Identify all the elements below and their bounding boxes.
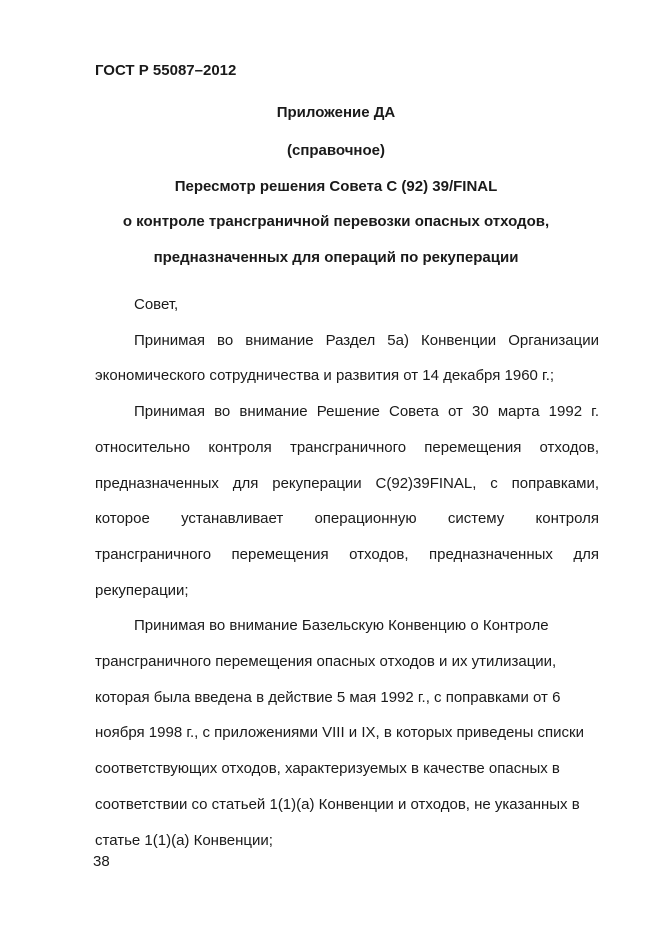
document-code: ГОСТ Р 55087–2012 — [95, 62, 237, 79]
paragraph-oecd-convention: Принимая во внимание Раздел 5а) Конвенции Организации экономического сотрудничества и развития от 14 декабря 1960 г.; — [95, 331, 599, 385]
annex-title: Приложение ДА — [276, 104, 396, 121]
paragraph-council: Совет, — [134, 296, 179, 313]
paragraph-council-decision: Принимая во внимание Решение Совета от 30 марта 1992 г. относительно контроля трансграничного перемещения отходов, предназначенных для рекуперации С(92)39FINAL, с поправками, которое устанавливает операционную систему контроля трансграничного перемещения отходов, предназначенных для рекуперации; — [95, 403, 599, 599]
annex-heading-line-3: предназначенных для операций по рекуперации — [153, 249, 519, 266]
annex-heading-line-2: о контроле трансграничной перевозки опасных отходов, — [122, 213, 550, 230]
page-number: 38 — [93, 853, 110, 870]
annex-subtitle: (справочное) — [287, 142, 385, 159]
paragraph-basel-convention: Принимая во внимание Базельскую Конвенцию о Контроле трансграничного перемещения опасных отходов и их утилизации, которая была введена в действие 5 мая 1992 г., с поправками от 6 ноября 1998 г., с приложениями VIII и IX, в которых приведены списки соответствующих отходов, характеризуемых в качестве опасных в соответствии со статьей 1(1)(а) Конвенции и отходов, не указанных в статье 1(1)(а) Конвенции; — [95, 617, 584, 849]
annex-heading-line-1: Пересмотр решения Совета С (92) 39/FINAL — [174, 178, 498, 195]
body-text — [95, 287, 599, 858]
